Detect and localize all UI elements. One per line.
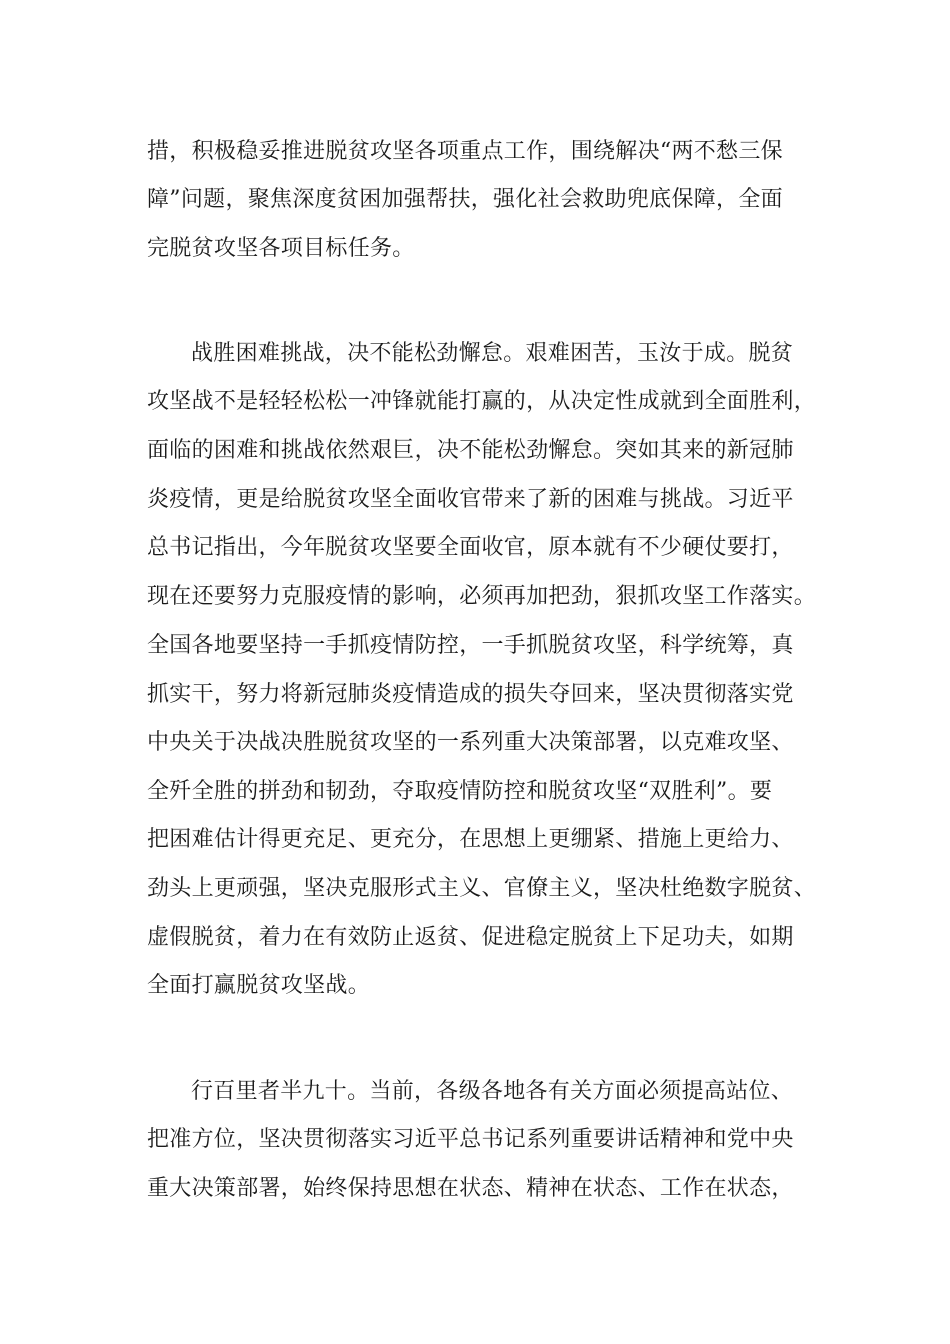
paragraph-3-line-1: 行百里者半九十。当前，各级各地各有关方面必须提高站位、 <box>191 1079 794 1104</box>
paragraph-3-line-3: 重大决策部署，始终保持思想在状态、精神在状态、工作在状态， <box>147 1176 794 1201</box>
paragraph-2-line-8: 抓实干，努力将新冠肺炎疫情造成的损失夺回来，坚决贯彻落实党 <box>147 682 794 707</box>
paragraph-1-line-3: 完脱贫攻坚各项目标任务。 <box>147 236 415 261</box>
paragraph-2-line-13: 虚假脱贫，着力在有效防止返贫、促进稳定脱贫上下足功夫，如期 <box>147 925 794 950</box>
paragraph-2-line-10: 全歼全胜的拼劲和韧劲，夺取疫情防控和脱贫攻坚“双胜利”。要 <box>147 779 773 804</box>
paragraph-2-line-14: 全面打赢脱贫攻坚战。 <box>147 973 371 998</box>
paragraph-2-line-6: 现在还要努力克服疫情的影响，必须再加把劲，狠抓攻坚工作落实。 <box>147 584 817 609</box>
paragraph-2-line-3: 面临的困难和挑战依然艰巨，决不能松劲懈怠。突如其来的新冠肺 <box>147 438 794 463</box>
paragraph-2-line-9: 中央关于决战决胜脱贫攻坚的一系列重大决策部署，以克难攻坚、 <box>147 730 794 755</box>
paragraph-2-line-7: 全国各地要坚持一手抓疫情防控，一手抓脱贫攻坚，科学统筹，真 <box>147 633 794 658</box>
paragraph-2-line-12: 劲头上更顽强，坚决克服形式主义、官僚主义，坚决杜绝数字脱贫、 <box>147 876 817 901</box>
paragraph-2-line-1: 战胜困难挑战，决不能松劲懈怠。艰难困苦，玉汝于成。脱贫 <box>191 341 794 366</box>
paragraph-2-line-11: 把困难估计得更充足、更充分，在思想上更绷紧、措施上更给力、 <box>147 827 794 852</box>
paragraph-3-line-2: 把准方位，坚决贯彻落实习近平总书记系列重要讲话精神和党中央 <box>147 1127 794 1152</box>
paragraph-2-line-5: 总书记指出，今年脱贫攻坚要全面收官，原本就有不少硬仗要打， <box>147 535 794 560</box>
paragraph-1-line-1: 措，积极稳妥推进脱贫攻坚各项重点工作，围绕解决“两不愁三保 <box>147 139 783 164</box>
paragraph-1-line-2: 障”问题，聚焦深度贫困加强帮扶，强化社会救助兜底保障，全面 <box>147 187 783 212</box>
paragraph-2-line-2: 攻坚战不是轻轻松松一冲锋就能打赢的，从决定性成就到全面胜利， <box>147 389 817 414</box>
paragraph-2-line-4: 炎疫情，更是给脱贫攻坚全面收官带来了新的困难与挑战。习近平 <box>147 487 794 512</box>
